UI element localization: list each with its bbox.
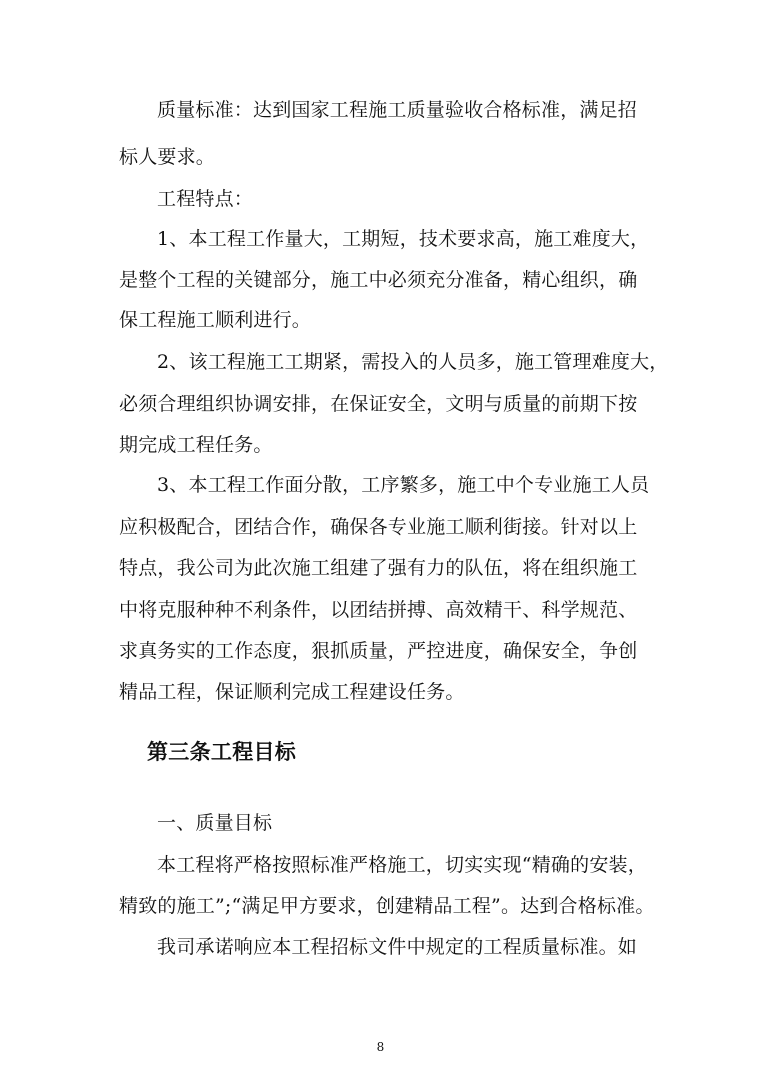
paragraph-line: 标人要求。: [119, 146, 216, 168]
paragraph-line: 应积极配合，团结合作，确保各专业施工顺利街接。针对以上: [119, 516, 638, 538]
page-number: 8: [376, 1040, 385, 1054]
paragraph-line: 1、本工程工作量大，工期短，技术要求高，施工难度大，: [157, 228, 650, 250]
paragraph-line: 精致的施工”;“满足甲方要求，创建精品工程”。达到合格标准。: [119, 895, 655, 917]
features-title: 工程特点：: [157, 188, 254, 210]
section-heading: 第三条工程目标: [147, 740, 297, 764]
paragraph-line: 3、本工程工作面分散，工序繁多，施工中个专业施工人员: [157, 474, 650, 496]
paragraph-line: 我司承诺响应本工程招标文件中规定的工程质量标准。如: [157, 936, 638, 958]
paragraph-line: 特点，我公司为此次施工组建了强有力的队伍，将在组织施工: [119, 557, 638, 579]
paragraph-line: 保工程施工顺利进行。: [119, 309, 312, 331]
paragraph-line: 中将克服种种不利条件，以团结拼搏、高效精干、科学规范、: [119, 599, 638, 621]
paragraph-line: 精品工程，保证顺利完成工程建设任务。: [119, 681, 465, 703]
paragraph-line: 求真务实的工作态度，狠抓质量，严控进度，确保安全，争创: [119, 640, 638, 662]
paragraph-line: 必须合理组织协调安排，在保证安全，文明与质量的前期下按: [119, 393, 638, 415]
paragraph-line: 是整个工程的关键部分，施工中必须充分准备，精心组织，确: [119, 269, 638, 291]
paragraph-line: 2、该工程施工工期紧，需投入的人员多，施工管理难度大，: [157, 351, 669, 373]
subheading: 一、质量目标: [157, 812, 273, 834]
paragraph-line: 期完成工程任务。: [119, 434, 273, 456]
paragraph-line: 质量标准：达到国家工程施工质量验收合格标准，满足招: [157, 99, 638, 121]
paragraph-line: 本工程将严格按照标准严格施工，切实实现“精确的安装，: [157, 854, 647, 876]
